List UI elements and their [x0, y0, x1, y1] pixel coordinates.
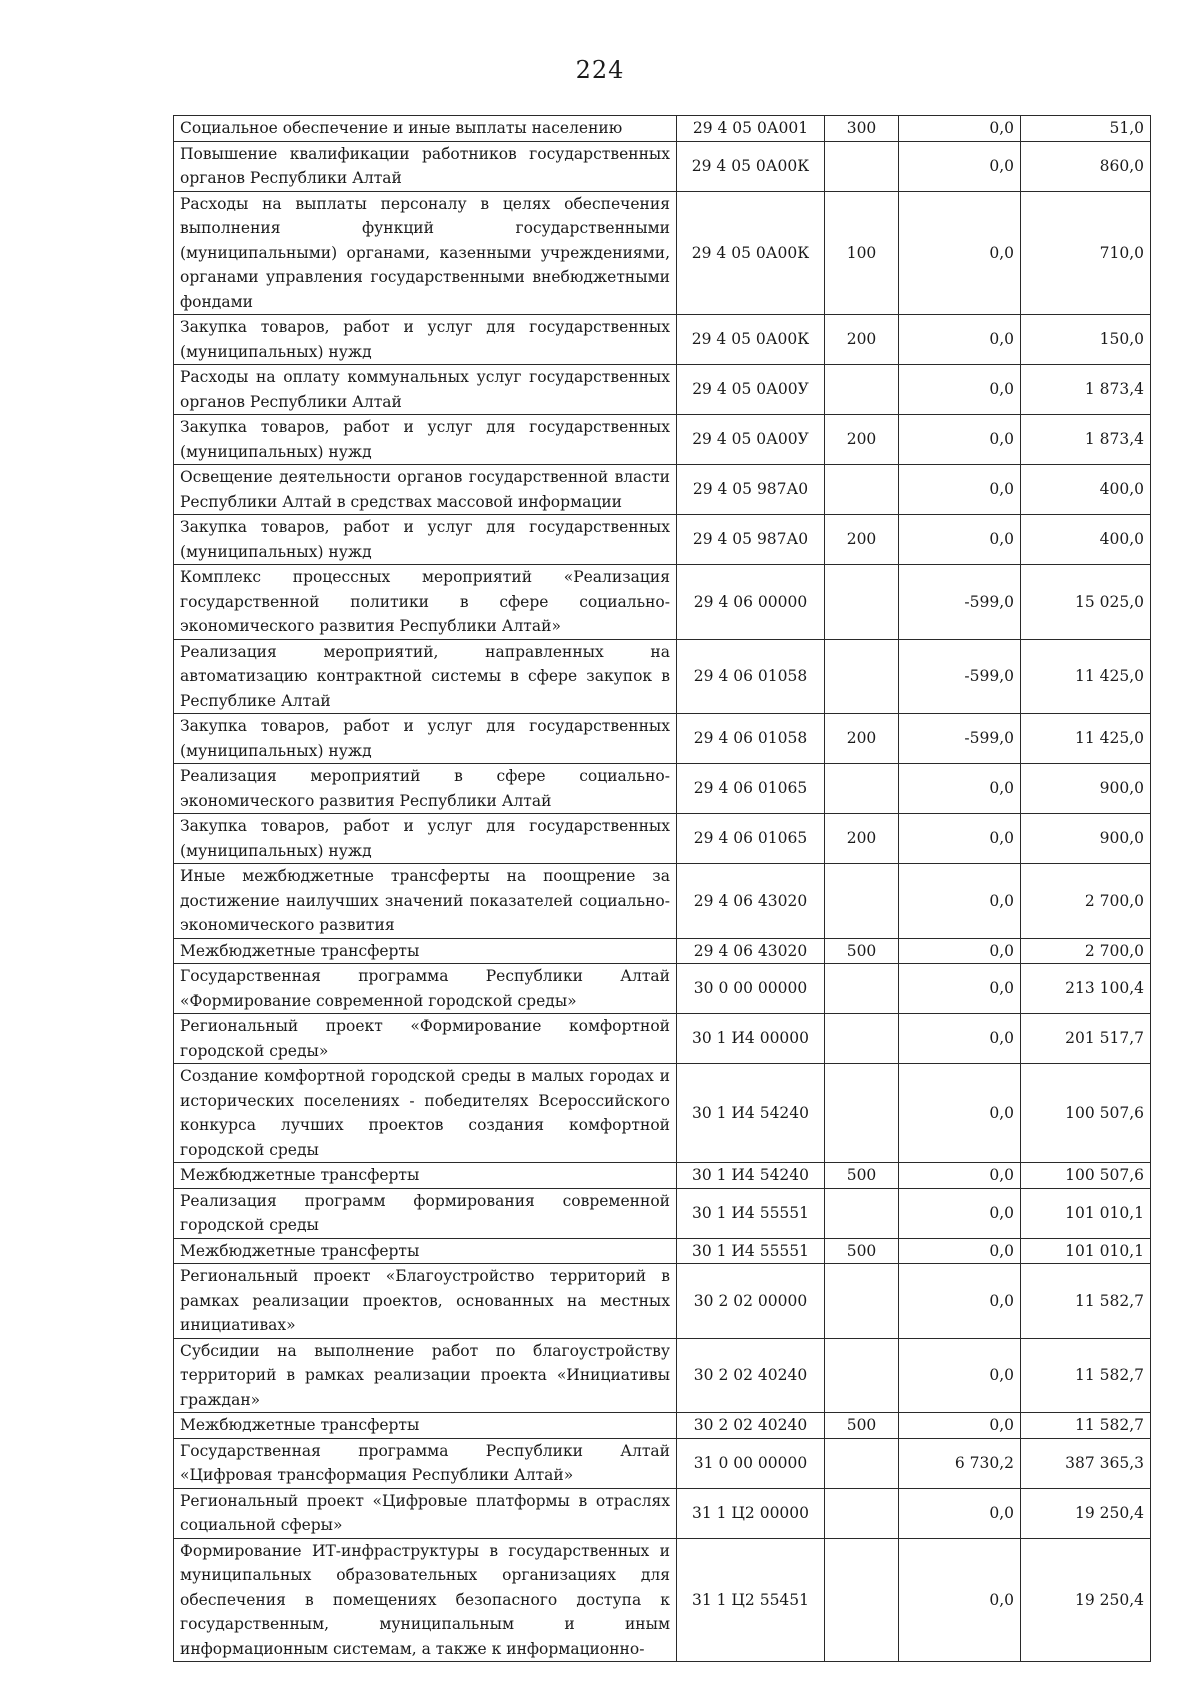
row-amount-change: 0,0 [899, 764, 1021, 814]
row-description: Иные межбюджетные трансферты на поощрение за достижение наилучших значений показателей социально-экономического развития [174, 864, 677, 939]
row-amount-change: 0,0 [899, 1238, 1021, 1264]
row-description: Реализация мероприятий в сфере социально-экономического развития Республики Алтай [174, 764, 677, 814]
row-target-code: 29 4 05 0А00К [677, 191, 825, 315]
row-description: Реализация мероприятий, направленных на автоматизацию контрактной системы в сфере закупок в Республике Алтай [174, 639, 677, 714]
row-target-code: 29 4 05 0А00К [677, 315, 825, 365]
table-row [174, 1238, 1151, 1264]
table-row [174, 1538, 1151, 1662]
row-expense-type [825, 1438, 899, 1488]
row-description: Межбюджетные трансферты [174, 1238, 677, 1264]
row-target-code: 29 4 05 0А00У [677, 365, 825, 415]
row-expense-type [825, 764, 899, 814]
row-amount-change: 0,0 [899, 415, 1021, 465]
row-amount-change: 0,0 [899, 365, 1021, 415]
row-description: Межбюджетные трансферты [174, 1413, 677, 1439]
row-target-code: 31 1 Ц2 00000 [677, 1488, 825, 1538]
row-amount-change: 0,0 [899, 141, 1021, 191]
row-target-code: 30 1 И4 55551 [677, 1238, 825, 1264]
row-amount-change: 0,0 [899, 465, 1021, 515]
row-amount-total: 2 700,0 [1021, 864, 1151, 939]
row-expense-type: 500 [825, 1238, 899, 1264]
table-row [174, 814, 1151, 864]
row-target-code: 30 1 И4 54240 [677, 1163, 825, 1189]
table-row [174, 315, 1151, 365]
row-expense-type [825, 1064, 899, 1163]
row-expense-type [825, 1014, 899, 1064]
row-expense-type [825, 565, 899, 640]
row-expense-type [825, 365, 899, 415]
row-amount-change: 6 730,2 [899, 1438, 1021, 1488]
row-amount-total: 11 582,7 [1021, 1338, 1151, 1413]
row-description: Межбюджетные трансферты [174, 938, 677, 964]
row-amount-change: 0,0 [899, 1488, 1021, 1538]
row-expense-type [825, 1264, 899, 1339]
table-row [174, 1338, 1151, 1413]
page-number: 224 [575, 56, 625, 84]
row-description: Закупка товаров, работ и услуг для государственных (муниципальных) нужд [174, 814, 677, 864]
row-amount-total: 387 365,3 [1021, 1438, 1151, 1488]
row-description: Государственная программа Республики Алтай «Цифровая трансформация Республики Алтай» [174, 1438, 677, 1488]
row-amount-change: 0,0 [899, 315, 1021, 365]
row-target-code: 30 0 00 00000 [677, 964, 825, 1014]
row-expense-type: 200 [825, 814, 899, 864]
row-expense-type: 200 [825, 415, 899, 465]
row-amount-change: 0,0 [899, 1264, 1021, 1339]
table-row [174, 864, 1151, 939]
row-target-code: 30 2 02 40240 [677, 1338, 825, 1413]
row-target-code: 30 1 И4 54240 [677, 1064, 825, 1163]
table-row [174, 515, 1151, 565]
row-expense-type [825, 1488, 899, 1538]
row-amount-total: 1 873,4 [1021, 365, 1151, 415]
row-expense-type [825, 1338, 899, 1413]
table-row [174, 1163, 1151, 1189]
row-description: Региональный проект «Формирование комфортной городской среды» [174, 1014, 677, 1064]
row-amount-total: 100 507,6 [1021, 1163, 1151, 1189]
table-row [174, 465, 1151, 515]
row-expense-type: 300 [825, 116, 899, 142]
row-description: Расходы на оплату коммунальных услуг государственных органов Республики Алтай [174, 365, 677, 415]
table-row [174, 1064, 1151, 1163]
row-target-code: 29 4 05 0А001 [677, 116, 825, 142]
row-amount-total: 15 025,0 [1021, 565, 1151, 640]
row-amount-total: 11 582,7 [1021, 1413, 1151, 1439]
row-target-code: 29 4 05 987А0 [677, 465, 825, 515]
row-expense-type [825, 141, 899, 191]
row-amount-total: 710,0 [1021, 191, 1151, 315]
table-row [174, 365, 1151, 415]
row-expense-type: 100 [825, 191, 899, 315]
row-amount-total: 19 250,4 [1021, 1488, 1151, 1538]
row-description: Освещение деятельности органов государственной власти Республики Алтай в средствах массовой информации [174, 465, 677, 515]
row-description: Региональный проект «Цифровые платформы в отраслях социальной сферы» [174, 1488, 677, 1538]
row-description: Реализация программ формирования современной городской среды [174, 1188, 677, 1238]
row-description: Создание комфортной городской среды в малых городах и исторических поселениях - победителях Всероссийского конкурса лучших проектов создания комфортной городской среды [174, 1064, 677, 1163]
table-row [174, 1413, 1151, 1439]
row-expense-type [825, 864, 899, 939]
row-amount-total: 201 517,7 [1021, 1014, 1151, 1064]
table-row [174, 1264, 1151, 1339]
row-target-code: 29 4 06 01065 [677, 764, 825, 814]
row-amount-change: -599,0 [899, 565, 1021, 640]
row-amount-total: 213 100,4 [1021, 964, 1151, 1014]
row-description: Государственная программа Республики Алтай «Формирование современной городской среды» [174, 964, 677, 1014]
row-amount-change: 0,0 [899, 814, 1021, 864]
row-amount-total: 19 250,4 [1021, 1538, 1151, 1662]
row-target-code: 30 2 02 00000 [677, 1264, 825, 1339]
row-amount-change: 0,0 [899, 1338, 1021, 1413]
table-row [174, 714, 1151, 764]
row-amount-total: 900,0 [1021, 764, 1151, 814]
row-description: Закупка товаров, работ и услуг для государственных (муниципальных) нужд [174, 515, 677, 565]
row-description: Закупка товаров, работ и услуг для государственных (муниципальных) нужд [174, 714, 677, 764]
row-amount-change: 0,0 [899, 1014, 1021, 1064]
row-expense-type [825, 964, 899, 1014]
table-row [174, 1188, 1151, 1238]
row-expense-type [825, 1538, 899, 1662]
row-amount-total: 150,0 [1021, 315, 1151, 365]
row-target-code: 29 4 06 01065 [677, 814, 825, 864]
row-expense-type: 500 [825, 1163, 899, 1189]
table-row [174, 565, 1151, 640]
row-description: Повышение квалификации работников государственных органов Республики Алтай [174, 141, 677, 191]
row-description: Межбюджетные трансферты [174, 1163, 677, 1189]
row-description: Расходы на выплаты персоналу в целях обеспечения выполнения функций государственными (муниципальными) органами, казенными учреждениями, органами управления государственными внебюджетными фондами [174, 191, 677, 315]
table-row [174, 191, 1151, 315]
row-expense-type: 200 [825, 714, 899, 764]
row-amount-change: -599,0 [899, 639, 1021, 714]
table-row [174, 1014, 1151, 1064]
row-amount-total: 400,0 [1021, 465, 1151, 515]
table-row [174, 116, 1151, 142]
table-row [174, 964, 1151, 1014]
row-amount-change: 0,0 [899, 1413, 1021, 1439]
row-amount-total: 100 507,6 [1021, 1064, 1151, 1163]
row-amount-change: 0,0 [899, 1064, 1021, 1163]
row-target-code: 29 4 05 0А00К [677, 141, 825, 191]
table-row [174, 639, 1151, 714]
row-expense-type [825, 639, 899, 714]
row-target-code: 29 4 05 0А00У [677, 415, 825, 465]
row-amount-total: 51,0 [1021, 116, 1151, 142]
row-expense-type [825, 465, 899, 515]
row-amount-change: -599,0 [899, 714, 1021, 764]
table-row [174, 764, 1151, 814]
row-amount-change: 0,0 [899, 1188, 1021, 1238]
budget-table [173, 115, 1151, 1662]
row-expense-type: 200 [825, 315, 899, 365]
row-amount-total: 11 425,0 [1021, 714, 1151, 764]
row-amount-total: 400,0 [1021, 515, 1151, 565]
row-target-code: 29 4 06 01058 [677, 639, 825, 714]
row-amount-total: 860,0 [1021, 141, 1151, 191]
table-row [174, 938, 1151, 964]
row-description: Закупка товаров, работ и услуг для государственных (муниципальных) нужд [174, 315, 677, 365]
row-amount-total: 1 873,4 [1021, 415, 1151, 465]
table-row [174, 1438, 1151, 1488]
row-target-code: 31 1 Ц2 55451 [677, 1538, 825, 1662]
row-amount-change: 0,0 [899, 191, 1021, 315]
row-description: Социальное обеспечение и иные выплаты населению [174, 116, 677, 142]
row-target-code: 29 4 06 01058 [677, 714, 825, 764]
row-amount-total: 101 010,1 [1021, 1238, 1151, 1264]
row-amount-total: 101 010,1 [1021, 1188, 1151, 1238]
row-amount-change: 0,0 [899, 938, 1021, 964]
row-description: Региональный проект «Благоустройство территорий в рамках реализации проектов, основанных на местных инициативах» [174, 1264, 677, 1339]
table-row [174, 1488, 1151, 1538]
table-row [174, 415, 1151, 465]
row-target-code: 29 4 05 987А0 [677, 515, 825, 565]
row-amount-change: 0,0 [899, 1163, 1021, 1189]
row-amount-change: 0,0 [899, 1538, 1021, 1662]
table-row [174, 141, 1151, 191]
row-target-code: 29 4 06 43020 [677, 938, 825, 964]
row-description: Комплекс процессных мероприятий «Реализация государственной политики в сфере социально-экономического развития Республики Алтай» [174, 565, 677, 640]
row-expense-type: 200 [825, 515, 899, 565]
row-target-code: 30 2 02 40240 [677, 1413, 825, 1439]
row-target-code: 29 4 06 43020 [677, 864, 825, 939]
row-target-code: 30 1 И4 00000 [677, 1014, 825, 1064]
row-amount-change: 0,0 [899, 964, 1021, 1014]
row-target-code: 30 1 И4 55551 [677, 1188, 825, 1238]
budget-table-body [174, 116, 1151, 1662]
row-amount-change: 0,0 [899, 864, 1021, 939]
row-amount-total: 900,0 [1021, 814, 1151, 864]
row-description: Формирование ИТ-инфраструктуры в государственных и муниципальных образовательных организациях для обеспечения в помещениях безопасного доступа к государственным, муниципальным и иным информационным системам, а также к информационно- [174, 1538, 677, 1662]
row-expense-type: 500 [825, 938, 899, 964]
row-description: Субсидии на выполнение работ по благоустройству территорий в рамках реализации проекта «Инициативы граждан» [174, 1338, 677, 1413]
row-amount-change: 0,0 [899, 116, 1021, 142]
row-amount-total: 11 425,0 [1021, 639, 1151, 714]
row-amount-total: 11 582,7 [1021, 1264, 1151, 1339]
row-amount-change: 0,0 [899, 515, 1021, 565]
row-target-code: 29 4 06 00000 [677, 565, 825, 640]
row-amount-total: 2 700,0 [1021, 938, 1151, 964]
row-description: Закупка товаров, работ и услуг для государственных (муниципальных) нужд [174, 415, 677, 465]
row-expense-type [825, 1188, 899, 1238]
row-target-code: 31 0 00 00000 [677, 1438, 825, 1488]
row-expense-type: 500 [825, 1413, 899, 1439]
